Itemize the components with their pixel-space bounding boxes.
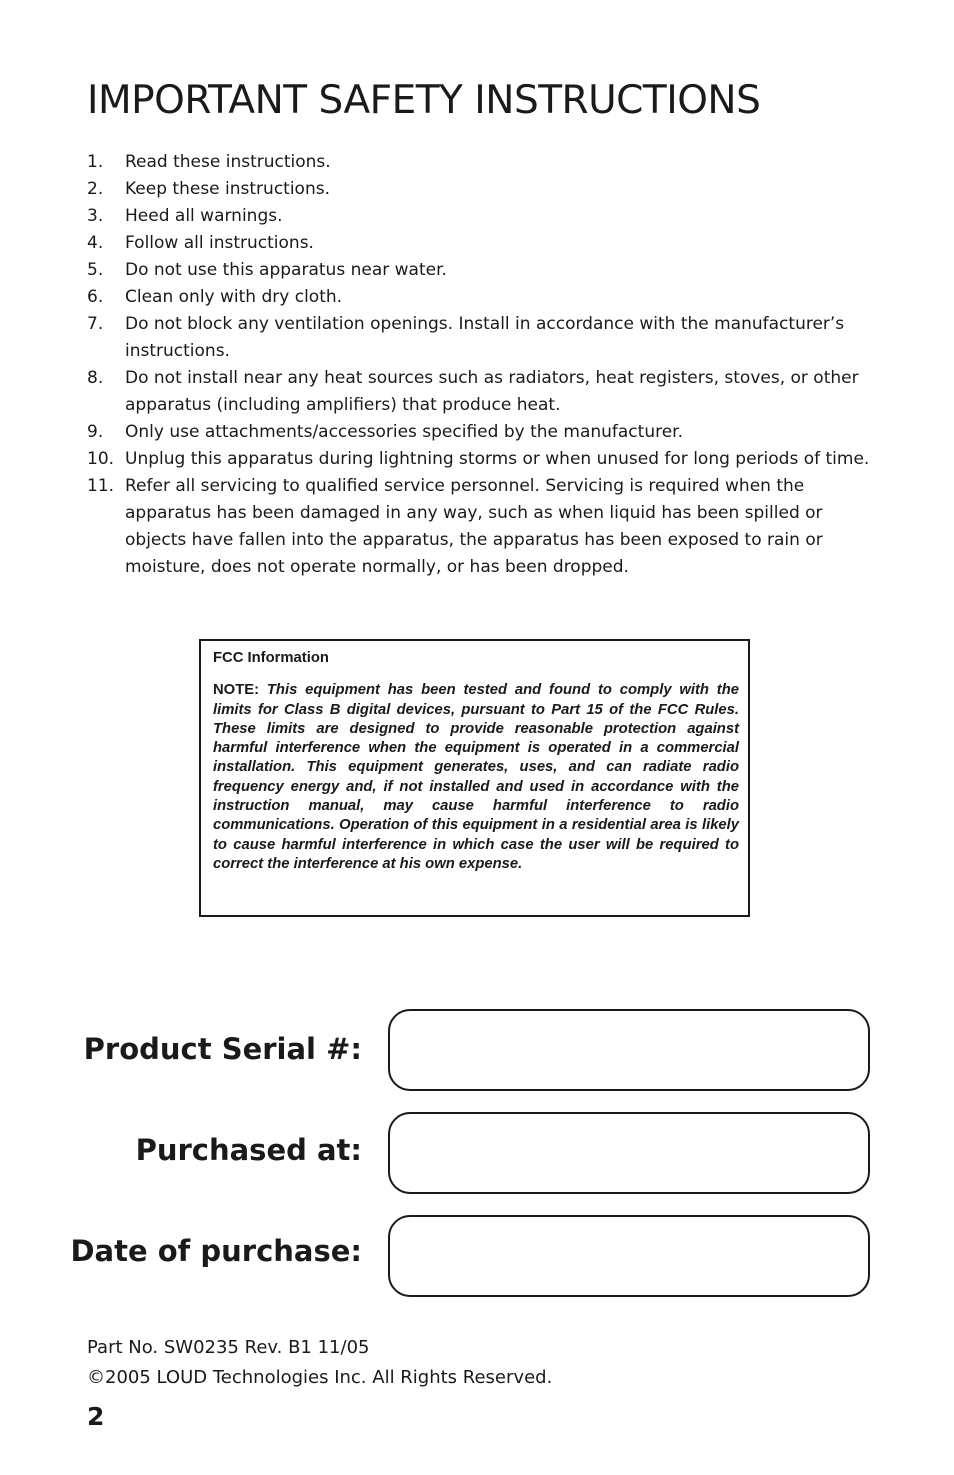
list-item — [87, 203, 877, 230]
item-number: 8. — [87, 368, 104, 388]
list-item — [87, 419, 877, 446]
item-number: 4. — [87, 233, 104, 253]
safety-instructions-list — [87, 149, 877, 581]
serial-label: Product Serial #: — [83, 1032, 362, 1066]
item-number: 7. — [87, 314, 104, 334]
page-title: IMPORTANT SAFETY INSTRUCTIONS — [87, 78, 761, 123]
part-number: Part No. SW0235 Rev. B1 11/05 — [87, 1337, 370, 1358]
serial-field[interactable] — [388, 1009, 870, 1091]
item-text: Do not use this apparatus near water. — [125, 260, 447, 280]
purchased-at-label: Purchased at: — [135, 1133, 362, 1167]
item-number: 2. — [87, 179, 104, 199]
list-item — [87, 446, 877, 473]
date-of-purchase-label: Date of purchase: — [70, 1234, 362, 1268]
item-text: Clean only with dry cloth. — [125, 287, 343, 307]
list-item — [87, 230, 877, 257]
item-text: Do not install near any heat sources such as radiators, heat registers, stoves, or other apparatus (including amplifiers) that produce heat. — [125, 368, 859, 415]
page-number: 2 — [87, 1402, 105, 1431]
fcc-note-text: This equipment has been tested and found to comply with the limits for Class B digital devices, pursuant to Part 15 of the FCC Rules. These limits are designed to provide reasonable protection against harmful interference when the equipment is operated in a commercial installation. This equipment generates, uses, and can radiate radio frequency energy and, if not installed and used in accordance with the instruction manual, may cause harmful interference to radio communications. Operation of this equipment in a residential area is likely to cause harmful interference in which case the user will be required to correct the interference at his own expense. — [213, 682, 739, 872]
list-item — [87, 176, 877, 203]
item-number: 9. — [87, 422, 104, 442]
item-number: 11. — [87, 476, 115, 496]
item-text: Refer all servicing to qualified service personnel. Servicing is required when the apparatus has been damaged in any way, such as when liquid has been spilled or objects have fallen into the apparatus, the apparatus has been exposed to rain or moisture, does not operate normally, or has been dropped. — [125, 476, 823, 577]
item-number: 6. — [87, 287, 104, 307]
fcc-note — [213, 681, 739, 874]
item-text: Do not block any ventilation openings. Install in accordance with the manufacturer’s instructions. — [125, 314, 845, 361]
item-number: 1. — [87, 152, 104, 172]
date-of-purchase-field[interactable] — [388, 1215, 870, 1297]
fcc-information-box — [199, 639, 750, 917]
item-number: 3. — [87, 206, 104, 226]
list-item — [87, 284, 877, 311]
item-text: Heed all warnings. — [125, 206, 283, 226]
copyright: ©2005 LOUD Technologies Inc. All Rights Reserved. — [87, 1367, 553, 1388]
item-number: 5. — [87, 260, 104, 280]
list-item — [87, 473, 877, 581]
item-text: Unplug this apparatus during lightning storms or when unused for long periods of time. — [125, 449, 870, 469]
item-number: 10. — [87, 449, 115, 469]
list-item — [87, 149, 877, 176]
purchased-at-field[interactable] — [388, 1112, 870, 1194]
list-item — [87, 311, 877, 365]
list-item — [87, 257, 877, 284]
item-text: Keep these instructions. — [125, 179, 330, 199]
item-text: Only use attachments/accessories specified by the manufacturer. — [125, 422, 684, 442]
item-text: Follow all instructions. — [125, 233, 314, 253]
item-text: Read these instructions. — [125, 152, 331, 172]
fcc-title: FCC Information — [213, 650, 329, 666]
list-item — [87, 365, 877, 419]
fcc-note-label: NOTE: — [213, 682, 260, 699]
